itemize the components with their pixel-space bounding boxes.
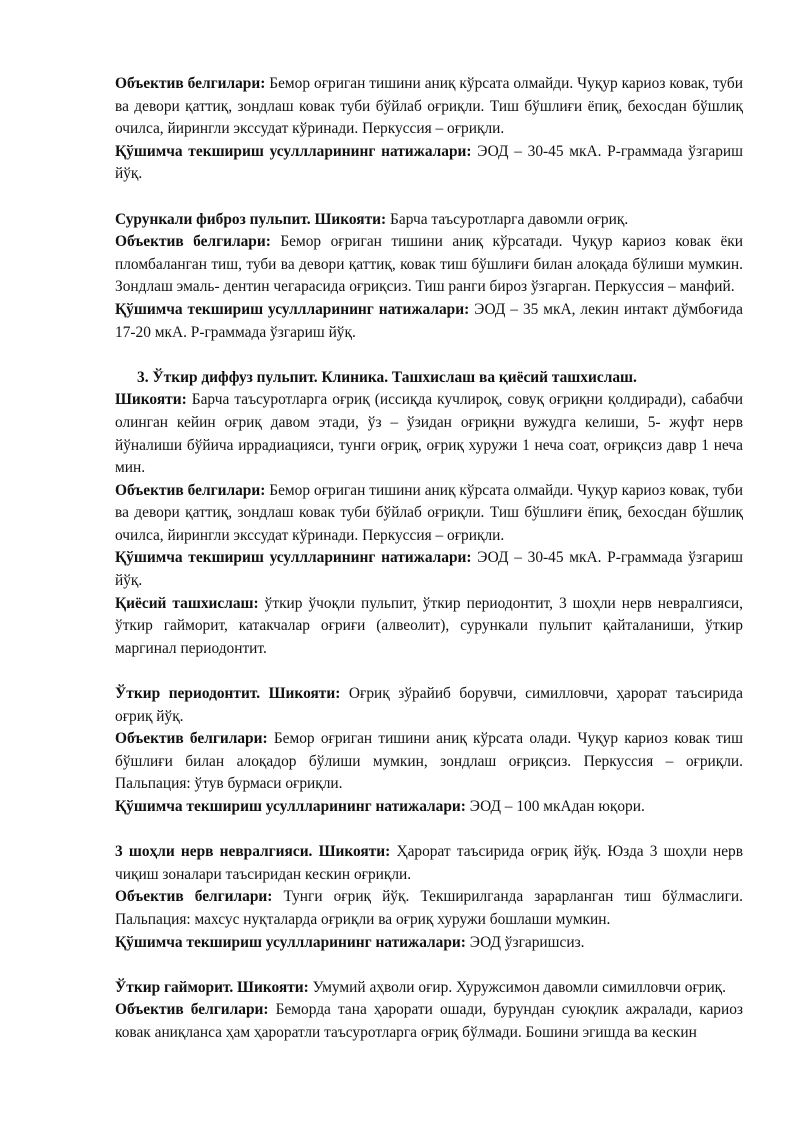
paragraph-label: Объектив белгилари: [115,481,266,499]
paragraph-objective-signs [115,886,743,931]
paragraph-text: Барча таъсуротларга оғриқ (иссиқда кучлироқ, совуқ оғриқни қолдиради), сабабчи олинган кейин оғриқ давом этади, ўз – ўзидан оғриқни вужудга келиши, 5- жуфт нерв йўналиши бўйича иррадиацияси, тунги оғриқ, оғриқ хуружи 1 неча соат, оғриқсиз давр 1 неча мин. [115,391,743,477]
paragraph-text: ЭОД – 100 мкАдан юқори. [465,798,645,815]
paragraph-label: Объектив белгилари: [115,75,266,92]
paragraph-text: Беморда тана ҳарорати ошади, бурундан суюқлик ажралади, кариоз ковак аниқланса ҳам ҳароратли таъсуротларга оғриқ бўлмади. Бошини эгишда ва кескин [115,1001,743,1041]
section-heading: 3. Ўткир диффуз пульпит. Клиника. Ташхислаш ва қиёсий ташхислаш. [137,368,637,386]
paragraph-label: Объектив белгилари: [115,888,273,906]
paragraph-label: Қўшимча текшириш усуллларининг натижалари: [115,798,466,815]
paragraph-text: ЭОД – 35 мкА, лекин интакт дўмбоғида 17-20 мкА. Р-граммада ўзгариш йўқ. [115,300,744,341]
paragraph-text: Бемор оғриган тишини аниқ кўрсата олмайди. Чуқур кариоз ковак, туби ва девори қаттиқ, зондлаш ковак туби бўйлаб оғриқли. Тиш бўшлиғи ёпиқ, бехосдан бўшлиқ очилса, йирингли экссудат кўринади. Перкуссия – оғриқли. [115,75,743,138]
paragraph-text: ўткир ўчоқли пульпит, ўткир периодонтит, 3 шоҳли нерв невралгияси, ўткир гайморит, катакчалар оғриғи (алвеолит), сурункали пульпит қайталаниши, ўткир маргинал периодонтит. [115,594,743,657]
paragraph-label: Қиёсий ташхислаш: [115,594,259,612]
paragraph-additional-tests [115,932,743,955]
paragraph-label: Қўшимча текшириш усуллларининг натижалари: [115,549,472,567]
paragraph-objective-signs [115,999,743,1044]
paragraph-chronic-fibrous-pulpitis [115,209,743,232]
paragraph-text: Бемор оғриган тишини аниқ кўрсатади. Чуқур кариоз ковак ёки пломбаланган тиш, туби ва девори қаттиқ, ковак тиш бўшлиғи билан алоқада бўлиши мумкин. Зондлаш эмаль- дентин чегарасида оғриқсиз. Тиш ранги бироз ўзгарган. Перкуссия – манфий. [115,233,744,296]
paragraph-spacer [115,660,743,683]
paragraph-text: ЭОД ўзгаришсиз. [465,933,585,951]
paragraph-additional-tests [115,547,743,592]
paragraph-differential-diagnosis [115,593,743,661]
paragraph-text: Оғриқ зўрайиб борувчи, симилловчи, ҳарорат таъсирида оғриқ йўқ. [115,685,744,725]
paragraph-label: Қўшимча текшириш усуллларининг натижалари: [115,300,470,318]
paragraph-additional-tests [115,796,743,819]
paragraph-label: Шикояти: [115,391,187,409]
paragraph-objective-signs [115,73,743,141]
document-page [115,73,743,1045]
paragraph-label: Ўткир гайморит. Шикояти: [115,978,309,996]
paragraph-spacer [115,344,743,367]
paragraph-spacer [115,819,743,842]
paragraph-spacer [115,186,743,209]
paragraph-additional-tests [115,299,743,344]
paragraph-text: ЭОД – 30-45 мкА. Р-граммада ўзгариш йўқ. [115,549,744,590]
paragraph-label: Ўткир периодонтит. Шикояти: [115,685,341,703]
paragraph-label: Қўшимча текшириш усуллларининг натижалари: [115,933,466,951]
paragraph-label: 3 шоҳли нерв невралгияси. Шикояти: [115,843,391,861]
paragraph-text: Бемор оғриган тишини аниқ кўрсата олади. Чуқур кариоз ковак тиш бўшлиғи билан алоқадор бўлиши мумкин, зондлаш оғриқсиз. Перкуссия – оғриқли. Пальпация: ўтув бурмаси оғриқли. [115,730,743,793]
paragraph-additional-tests [115,141,743,186]
paragraph-text: Бемор оғриган тишини аниқ кўрсата олмайди. Чуқур кариоз ковак, туби ва девори қаттиқ, зондлаш ковак туби бўйлаб оғриқли. Тиш бўшлиғи ёпиқ, бехосдан бўшлиқ очилса, йирингли экссудат кўринади. Перкуссия – оғриқли. [115,481,743,544]
paragraph-label: Объектив белгилари: [115,233,271,251]
paragraph-acute-sinusitis [115,977,743,1000]
paragraph-label: Сурункали фиброз пульпит. Шикояти: [115,210,387,228]
paragraph-label: Объектив белгилари: [115,730,268,748]
paragraph-objective-signs [115,480,743,548]
paragraph-objective-signs [115,231,743,299]
paragraph-spacer [115,954,743,977]
paragraph-text: Ҳарорат таъсирида оғриқ йўқ. Юзда 3 шоҳли нерв чиқиш зоналари таъсиридан кескин оғриқли. [115,843,743,883]
paragraph-objective-signs [115,728,743,796]
paragraph-text: Барча таъсуротларга давомли оғриқ. [386,210,629,228]
paragraph-complaints [115,389,743,479]
paragraph-trigeminal-neuralgia [115,841,743,886]
paragraph-label: Қўшимча текшириш усуллларининг натижалари: [115,142,472,160]
paragraph-text: ЭОД – 30-45 мкА. Р-граммада ўзгариш йўқ. [115,142,744,183]
paragraph-text: Тунги оғриқ йўқ. Текширилганда зарарланган тиш бўлмаслиги. Пальпация: махсус нуқталарда оғриқли ва оғриқ хуружи бошлаши мумкин. [115,888,743,928]
paragraph-text: Умумий аҳволи оғир. Хуружсимон давомли симилловчи оғриқ. [308,978,727,996]
paragraph-acute-periodontitis [115,683,743,728]
paragraph-label: Объектив белгилари: [115,1001,269,1019]
